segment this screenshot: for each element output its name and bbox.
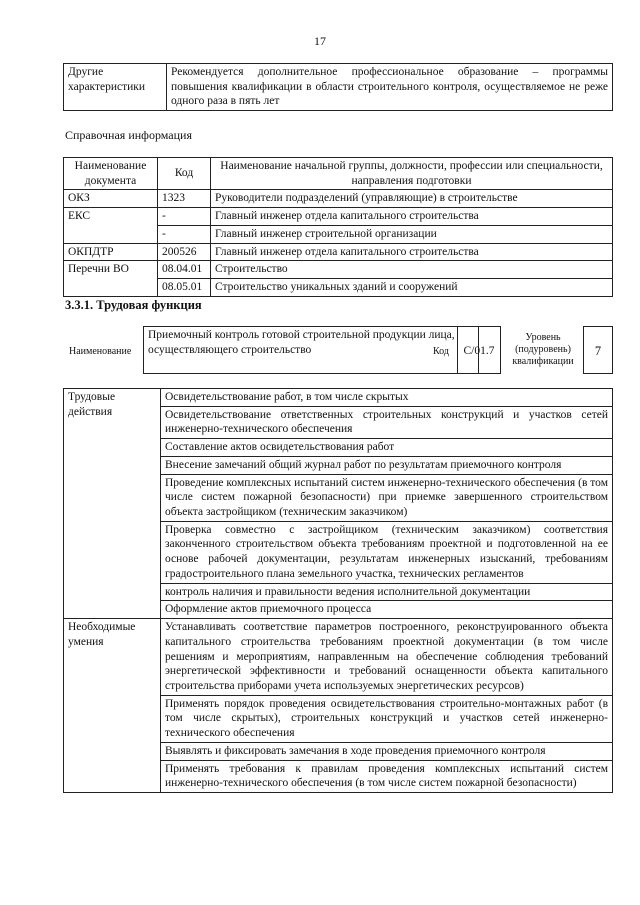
page-number: 17	[314, 34, 326, 48]
action-item: Проведение комплексных испытаний систем инженерно-технического обеспечения (в том числе систем пожарной безопасности) при приемке завершенного строительством объекта застройщиком (техническим заказчиком)	[161, 474, 613, 521]
skill-item: Применять требования к правилам проведения комплексных испытаний систем инженерно-технического обеспечения (в том числе систем пожарной безопасности)	[161, 760, 613, 792]
function-code: С/01.7	[457, 326, 501, 374]
table-row	[64, 208, 613, 226]
skill-item: Устанавливать соответствие параметров построенного, реконструированного объекта капитального строительства требованиям проектной документации (в том числе решениям и мероприятиям, направленным на обеспечение соблюдения требований энергетической эффективности и требований оснащенности объекта капитального строительства приборами учета используемых энергетических ресурсов)	[161, 619, 613, 696]
action-item: Составление актов освидетельствования работ	[161, 439, 613, 457]
ref-code: 08.04.01	[158, 261, 211, 279]
table-row	[64, 64, 613, 111]
name-label: Наименование	[69, 346, 132, 357]
action-item: Внесение замечаний общий журнал работ по результатам приемочного контроля	[161, 456, 613, 474]
skills-label: Необходимые умения	[64, 619, 161, 793]
ref-code: 1323	[158, 190, 211, 208]
ref-name: Главный инженер отдела капитального строительства	[211, 243, 613, 261]
ref-name: Строительство уникальных зданий и сооружений	[211, 279, 613, 297]
header-document: Наименование документа	[64, 158, 158, 190]
action-item: Освидетельствование работ, в том числе скрытых	[161, 389, 613, 407]
table-row	[64, 243, 613, 261]
level-value: 7	[583, 326, 613, 374]
reference-title: Справочная информация	[65, 128, 192, 142]
function-table	[63, 388, 613, 793]
ref-name: Главный инженер отдела капитального строительства	[211, 208, 613, 226]
action-item: контроль наличия и правильности ведения исполнительной документации	[161, 583, 613, 601]
other-label: Другие характеристики	[64, 64, 167, 111]
ref-doc: ОКЗ	[64, 190, 158, 208]
function-header	[63, 326, 615, 378]
ref-code: 200526	[158, 243, 211, 261]
reference-table	[63, 157, 613, 297]
function-name: Приемочный контроль готовой строительной продукции лица, осуществляющего строительство	[143, 326, 479, 374]
header-code: Код	[158, 158, 211, 190]
header-name: Наименование начальной группы, должности, профессии или специальности, направления подготовки	[211, 158, 613, 190]
actions-label: Трудовые действия	[64, 389, 161, 619]
ref-code: -	[158, 225, 211, 243]
table-row	[64, 261, 613, 279]
skill-item: Выявлять и фиксировать замечания в ходе проведения приемочного контроля	[161, 742, 613, 760]
other-characteristics-table	[63, 63, 613, 111]
ref-code: 08.05.01	[158, 279, 211, 297]
action-item: Освидетельствование ответственных строительных конструкций и участков сетей инженерно-технического обеспечения	[161, 406, 613, 438]
code-label: Код	[433, 346, 449, 357]
ref-doc: ЕКС	[64, 208, 158, 243]
table-row	[64, 619, 613, 696]
table-header-row	[64, 158, 613, 190]
ref-doc: Перечни ВО	[64, 261, 158, 296]
ref-code: -	[158, 208, 211, 226]
other-text: Рекомендуется дополнительное профессиональное образование – программы повышения квалификации в области строительного контроля, осуществляемое не реже одного раза в пять лет	[167, 64, 613, 111]
ref-name: Главный инженер строительной организации	[211, 225, 613, 243]
table-row	[64, 389, 613, 407]
action-item: Проверка совместно с застройщиком (техническим заказчиком) соответствия законченного строительством объекта требованиям проектной и подготовленной на ее основе рабочей документации, результатам инженерных изысканий, требованиям градостроительного плана земельного участка, технических регламентов	[161, 521, 613, 583]
ref-name: Руководители подразделений (управляющие) в строительстве	[211, 190, 613, 208]
section-title: 3.3.1. Трудовая функция	[65, 298, 202, 312]
skill-item: Применять порядок проведения освидетельствования строительно-монтажных работ (в том числе скрытых), строительных конструкций и участков сетей инженерно-технического обеспечения	[161, 695, 613, 742]
table-row	[64, 190, 613, 208]
ref-doc: ОКПДТР	[64, 243, 158, 261]
level-label: Уровень (подуровень) квалификации	[512, 332, 574, 367]
ref-name: Строительство	[211, 261, 613, 279]
action-item: Оформление актов приемочного процесса	[161, 601, 613, 619]
